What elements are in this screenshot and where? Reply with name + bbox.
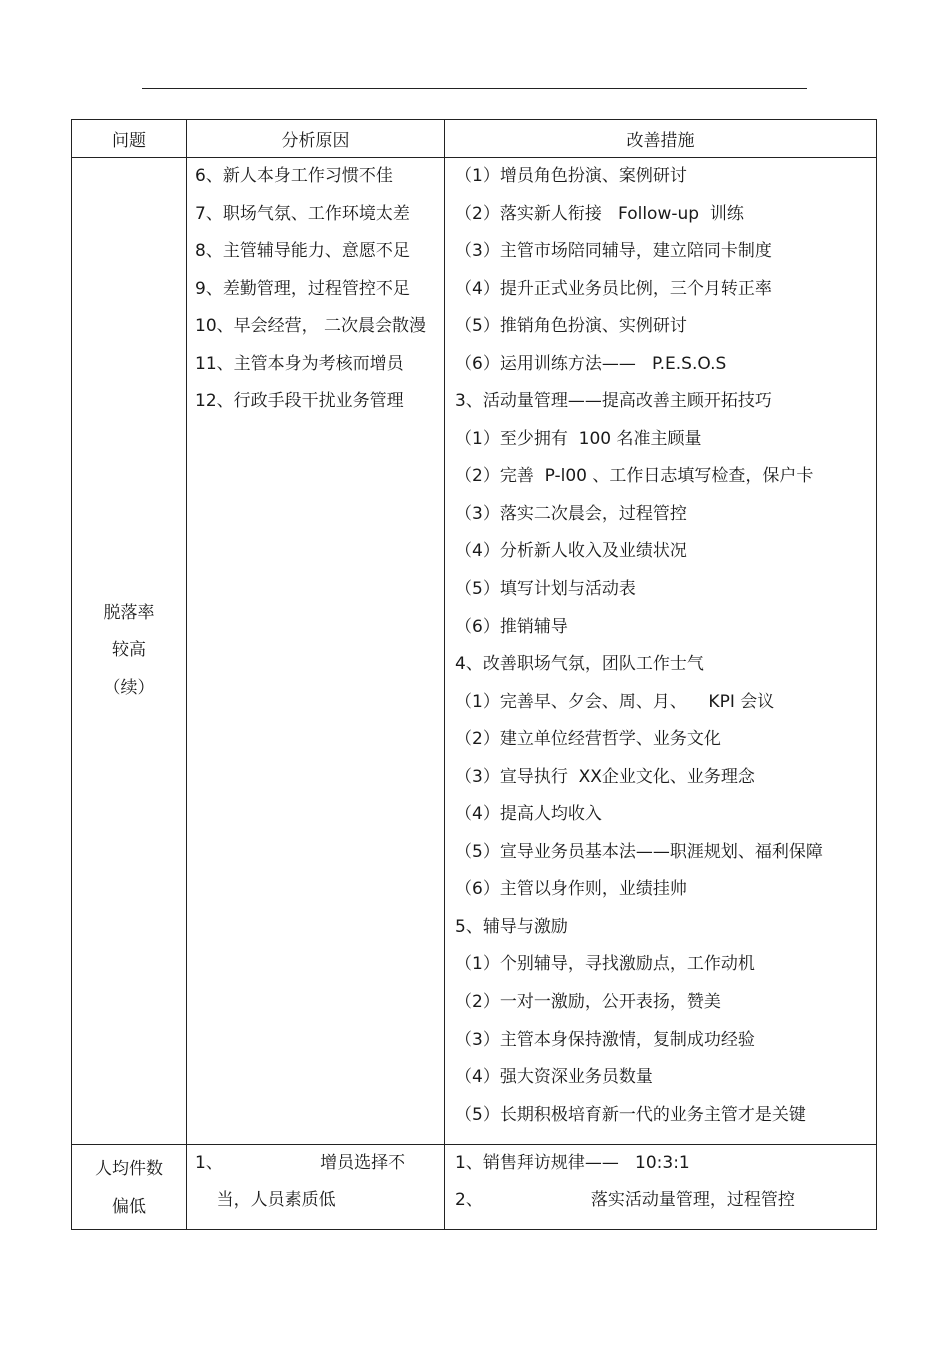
measure-item: （5）推销角色扮演、实例研讨 bbox=[455, 316, 687, 337]
measure-item: （4）提高人均收入 bbox=[455, 804, 602, 825]
problem-text: 偏低 bbox=[112, 1196, 146, 1217]
measure-item: 5、辅导与激励 bbox=[455, 916, 568, 937]
measure-item: （2）落实新人衔接 Follow-up 训练 bbox=[455, 203, 744, 224]
cause-item: 当，人员素质低 bbox=[195, 1190, 336, 1211]
measure-item: （1）完善早、夕会、周、月、 KPI 会议 bbox=[455, 691, 775, 712]
header-rule bbox=[142, 88, 807, 89]
measure-item: 2、 落实活动量管理，过程管控 bbox=[455, 1190, 795, 1211]
measure-cell bbox=[445, 158, 877, 1145]
header-problem: 问题 bbox=[72, 120, 187, 158]
measure-item: 4、改善职场气氛，团队工作士气 bbox=[455, 654, 704, 675]
measure-item: （5）长期积极培育新一代的业务主管才是关键 bbox=[455, 1104, 806, 1125]
measure-item: （1）至少拥有 100 名准主顾量 bbox=[455, 428, 702, 449]
cause-item: 8、主管辅导能力、意愿不足 bbox=[195, 241, 410, 262]
problem-cell bbox=[72, 1145, 187, 1230]
table-header-row bbox=[72, 120, 877, 158]
cause-item: 11、主管本身为考核而增员 bbox=[195, 353, 404, 374]
problem-text: 较高 bbox=[112, 640, 146, 661]
measure-item: （3）落实二次晨会，过程管控 bbox=[455, 503, 687, 524]
cause-item: 6、新人本身工作习惯不佳 bbox=[195, 166, 393, 186]
measure-item: （4）强大资深业务员数量 bbox=[455, 1067, 653, 1088]
problem-cell bbox=[72, 158, 187, 1145]
measure-item: （3）主管本身保持激情，复制成功经验 bbox=[455, 1029, 755, 1050]
measure-item: 3、活动量管理——提高改善主顾开拓技巧 bbox=[455, 391, 772, 412]
measure-item: （3）主管市场陪同辅导，建立陪同卡制度 bbox=[455, 241, 772, 262]
header-measure: 改善措施 bbox=[445, 120, 877, 158]
measure-item: （4）提升正式业务员比例，三个月转正率 bbox=[455, 278, 772, 299]
table-row bbox=[72, 158, 877, 1145]
cause-item: 7、职场气氛、工作环境太差 bbox=[195, 203, 410, 224]
cause-cell bbox=[187, 158, 445, 1145]
measure-item: （2）一对一激励，公开表扬，赞美 bbox=[455, 992, 721, 1013]
cause-item: 12、行政手段干扰业务管理 bbox=[195, 391, 404, 412]
measure-item: （3）宣导执行 XX企业文化、业务理念 bbox=[455, 766, 755, 787]
problem-text: 人均件数 bbox=[95, 1159, 163, 1180]
table-row bbox=[72, 1145, 877, 1230]
measure-item: （5）填写计划与活动表 bbox=[455, 579, 636, 600]
header-cause: 分析原因 bbox=[187, 120, 445, 158]
measure-item: （1）个别辅导，寻找激励点，工作动机 bbox=[455, 954, 755, 975]
problem-text: 脱落率 bbox=[103, 602, 155, 623]
measure-item: （2）完善 P-l00 、工作日志填写检查，保户卡 bbox=[455, 466, 814, 487]
measure-item: （6）运用训练方法—— P.E.S.O.S bbox=[455, 353, 727, 374]
cause-item: 10、早会经营， 二次晨会散漫 bbox=[195, 316, 427, 337]
measure-item: （2）建立单位经营哲学、业务文化 bbox=[455, 729, 721, 750]
cause-item: 1、 增员选择不 bbox=[195, 1153, 406, 1174]
measure-item: （1）增员角色扮演、案例研讨 bbox=[455, 166, 687, 186]
measure-item: （6）推销辅导 bbox=[455, 616, 568, 637]
measure-cell bbox=[445, 1145, 877, 1230]
measure-item: （5）宣导业务员基本法——职涯规划、福利保障 bbox=[455, 841, 823, 862]
measure-item: （4）分析新人收入及业绩状况 bbox=[455, 541, 687, 562]
cause-cell bbox=[187, 1145, 445, 1230]
cause-item: 9、差勤管理，过程管控不足 bbox=[195, 278, 410, 299]
measure-item: 1、销售拜访规律—— 10:3:1 bbox=[455, 1153, 690, 1174]
improvement-table bbox=[71, 119, 877, 1230]
measure-item: （6）主管以身作则，业绩挂帅 bbox=[455, 879, 687, 900]
problem-text: （续） bbox=[103, 677, 155, 698]
